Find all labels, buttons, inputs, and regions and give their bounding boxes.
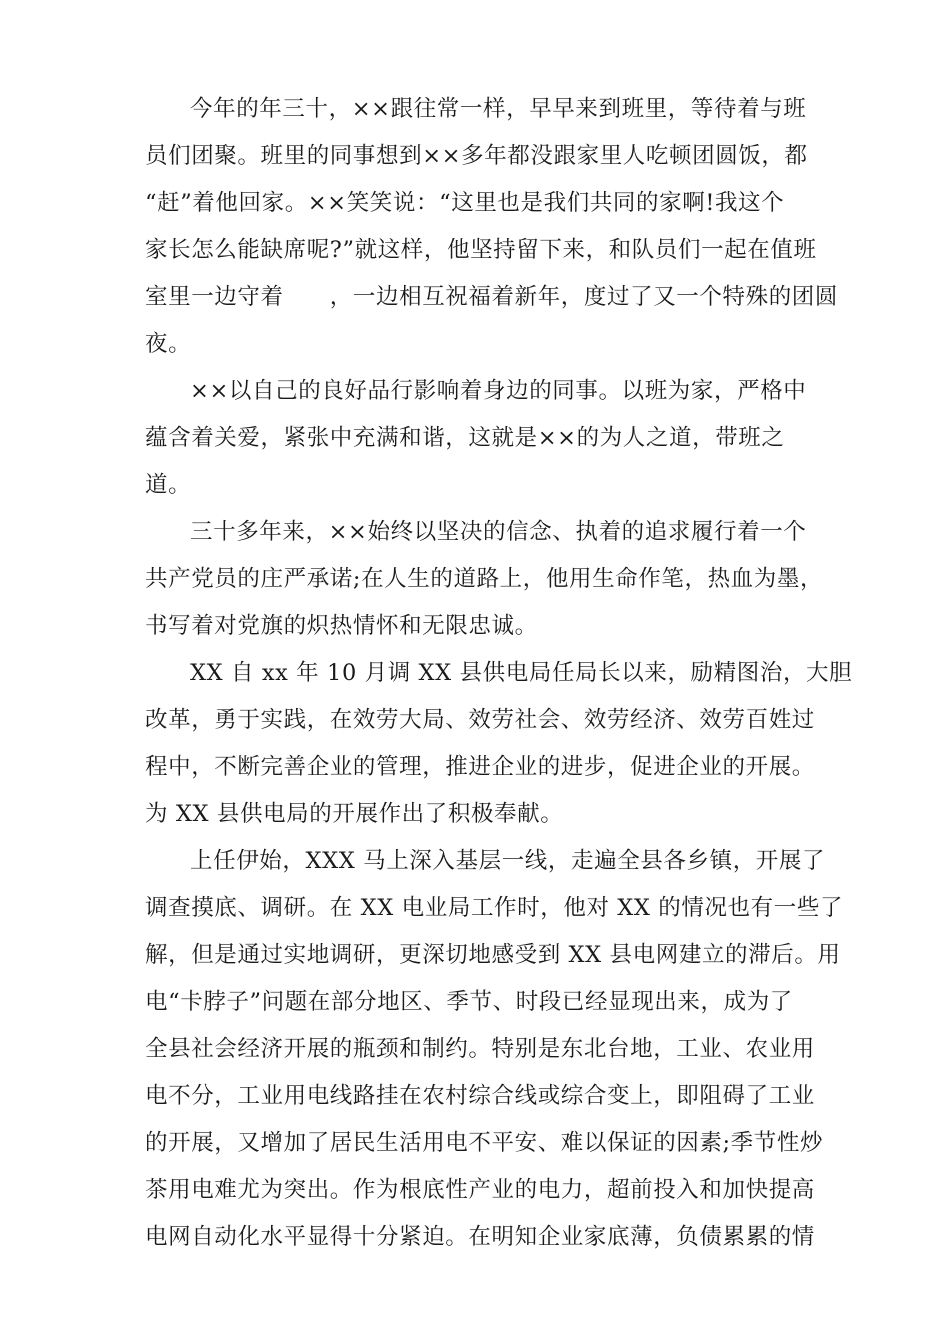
paragraph-line: 书写着对党旗的炽热情怀和无限忠诚。 — [145, 613, 538, 639]
paragraph-line: 电不分，工业用电线路挂在农村综合线或综合变上，即阻碍了工业 — [145, 1083, 815, 1109]
paragraph-line: 共产党员的庄严承诺;在人生的道路上，他用生命作笔，热血为墨， — [145, 566, 824, 592]
paragraph-line: XX 自 xx 年 10 月调 XX 县供电局任局长以来，励精图治，大胆 — [190, 660, 853, 686]
paragraph-line: 夜。 — [145, 331, 192, 357]
paragraph-line: “赶”着他回家。××笑笑说：“这里也是我们共同的家啊!我这个 — [145, 190, 785, 216]
paragraph-line: 调查摸底、调研。在 XX 电业局工作时，他对 XX 的情况也有一些了 — [145, 895, 844, 921]
paragraph-line: 家长怎么能缺席呢?”就这样，他坚持留下来，和队员们一起在值班 — [145, 237, 817, 263]
paragraph-line: ××以自己的良好品行影响着身边的同事。以班为家，严格中 — [190, 378, 807, 404]
paragraph-3 — [145, 509, 824, 650]
paragraph-line: 道。 — [145, 472, 192, 498]
paragraph-line: 改革，勇于实践，在效劳大局、效劳社会、效劳经济、效劳百姓过 — [145, 707, 815, 733]
paragraph-4 — [145, 650, 853, 838]
paragraph-line: 蕴含着关爱，紧张中充满和谐，这就是××的为人之道，带班之 — [145, 425, 785, 451]
paragraph-line: 电“卡脖子”问题在部分地区、季节、时段已经显现出来，成为了 — [145, 989, 793, 1015]
paragraph-line: 茶用电难尤为突出。作为根底性产业的电力，超前投入和加快提高 — [145, 1177, 815, 1203]
paragraph-line: 解，但是通过实地调研，更深切地感受到 XX 县电网建立的滞后。用 — [145, 942, 841, 968]
paragraph-line: 今年的年三十，××跟往常一样，早早来到班里，等待着与班 — [190, 96, 807, 122]
paragraph-line: 三十多年来，××始终以坚决的信念、执着的追求履行着一个 — [190, 519, 807, 545]
paragraph-line: 上任伊始，XXX 马上深入基层一线，走遍全县各乡镇，开展了 — [190, 848, 826, 874]
paragraph-line: 为 XX 县供电局的开展作出了积极奉献。 — [145, 801, 564, 827]
document-body — [145, 86, 853, 1261]
paragraph-line: 的开展，又增加了居民生活用电不平安、难以保证的因素;季节性炒 — [145, 1130, 824, 1156]
paragraph-line: 全县社会经济开展的瓶颈和制约。特别是东北台地，工业、农业用 — [145, 1036, 815, 1062]
paragraph-2 — [145, 368, 813, 509]
paragraph-line: 电网自动化水平显得十分紧迫。在明知企业家底薄，负债累累的情 — [145, 1224, 815, 1250]
paragraph-1 — [145, 86, 839, 368]
paragraph-line: 员们团聚。班里的同事想到××多年都没跟家里人吃顿团圆饭，都 — [145, 143, 808, 169]
paragraph-5 — [145, 838, 844, 1261]
paragraph-line: 室里一边守着 ，一边相互祝福着新年，度过了又一个特殊的团圆 — [145, 284, 839, 310]
paragraph-line: 程中，不断完善企业的管理，推进企业的进步，促进企业的开展。 — [145, 754, 815, 780]
